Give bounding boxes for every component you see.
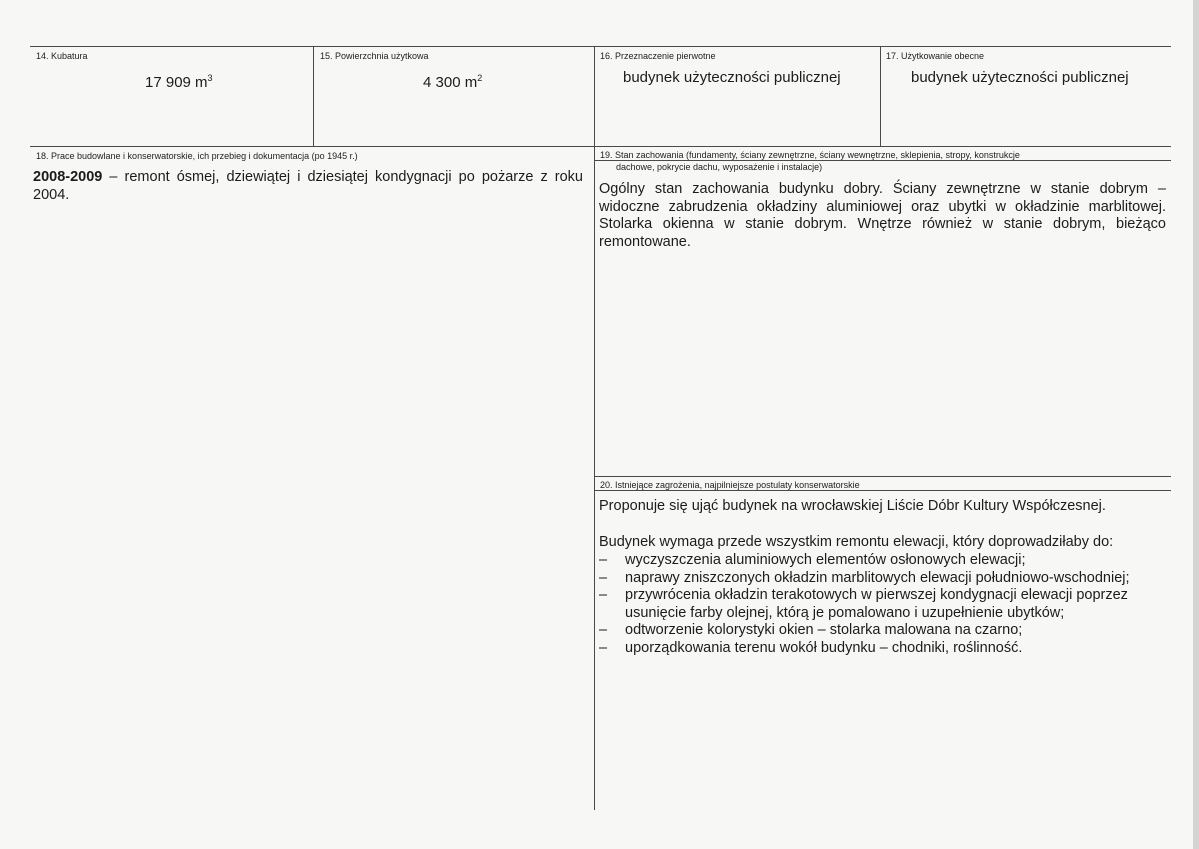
- top-rule: [30, 46, 1171, 47]
- scan-edge: [1193, 0, 1199, 849]
- list-item: [599, 587, 1169, 622]
- list-item: [599, 622, 1169, 640]
- field-16-value: budynek użyteczności publicznej: [623, 69, 841, 86]
- list-item-text: przywrócenia okładzin terakotowych w pierwszej kondygnacji elewacji poprzez usunięcie farby olejnej, którą je pomalowano i uzupełnienie ubytków;: [625, 587, 1128, 621]
- f20-top-rule: [594, 476, 1171, 477]
- list-dash: –: [599, 552, 608, 568]
- field-15-value-sup: 2: [477, 73, 483, 83]
- field-20-label: 20. Istniejące zagrożenia, najpilniejsze postulaty konserwatorskie: [600, 480, 860, 490]
- field-14-label: 14. Kubatura: [36, 51, 88, 61]
- field-17-value: budynek użyteczności publicznej: [911, 69, 1129, 86]
- field-19-label-line1: 19. Stan zachowania (fundamenty, ściany zewnętrzne, ściany wewnętrzne, sklepienia, stropy, konstrukcje: [600, 150, 1020, 160]
- field-16-label: 16. Przeznaczenie pierwotne: [600, 51, 716, 61]
- field-18-label: 18. Prace budowlane i konserwatorskie, ich przebieg i dokumentacja (po 1945 r.): [36, 151, 358, 161]
- col-divider-14-15: [313, 46, 314, 146]
- field-17-label: 17. Użytkowanie obecne: [886, 51, 985, 61]
- row-divider: [30, 146, 1171, 147]
- field-14-value-text: 17 909 m: [145, 74, 208, 91]
- list-item-text: wyczyszczenia aluminiowych elementów osłonowych elewacji;: [625, 552, 1026, 568]
- list-dash: –: [599, 639, 608, 656]
- field-15-label: 15. Powierzchnia użytkowa: [320, 51, 429, 61]
- field-18-entry: [33, 169, 583, 204]
- field-19-label-line2: dachowe, pokrycie dachu, wyposażenie i instalacje): [616, 162, 823, 172]
- field-18-entry-year: 2008-2009: [33, 169, 103, 185]
- list-item-text: uporządkowania terenu wokół budynku – chodniki, roślinność.: [625, 639, 1023, 656]
- field-15-value: [423, 69, 482, 92]
- list-item-text: naprawy zniszczonych okładzin marblitowych elewacji południowo-wschodniej;: [625, 569, 1130, 586]
- list-item: [599, 640, 1169, 658]
- field-19-text: Ogólny stan zachowania budynku dobry. Ściany zewnętrzne w stanie dobrym – widoczne zabrudzenia okładziny aluminiowej oraz ubytki w okładzinie marblitowej. Stolarka okienna w stanie dobrym. Wnętrze również w stanie dobrym, bieżąco remontowane.: [599, 181, 1166, 250]
- col-divider-15-16: [594, 46, 595, 810]
- list-item: [599, 552, 1169, 570]
- list-dash: –: [599, 587, 608, 603]
- list-item: [599, 570, 1169, 588]
- field-20-intro: Budynek wymaga przede wszystkim remontu elewacji, który doprowadziłaby do:: [599, 534, 1114, 550]
- field-20-list: [599, 552, 1169, 657]
- list-dash: –: [599, 622, 608, 638]
- col-divider-16-17: [880, 46, 881, 146]
- field-20-proposal: Proponuje się ująć budynek na wrocławskiej Liście Dóbr Kultury Współczesnej.: [599, 498, 1106, 514]
- field-18-entry-text: – remont ósmej, dziewiątej i dziesiątej kondygnacji po pożarze z roku 2004.: [33, 169, 583, 203]
- field-15-value-text: 4 300 m: [423, 74, 478, 91]
- list-dash: –: [599, 569, 608, 586]
- field-14-value-sup: 3: [207, 73, 213, 83]
- list-item-text: odtworzenie kolorystyki okien – stolarka malowana na czarno;: [625, 622, 1023, 638]
- field-14-value: [145, 69, 213, 92]
